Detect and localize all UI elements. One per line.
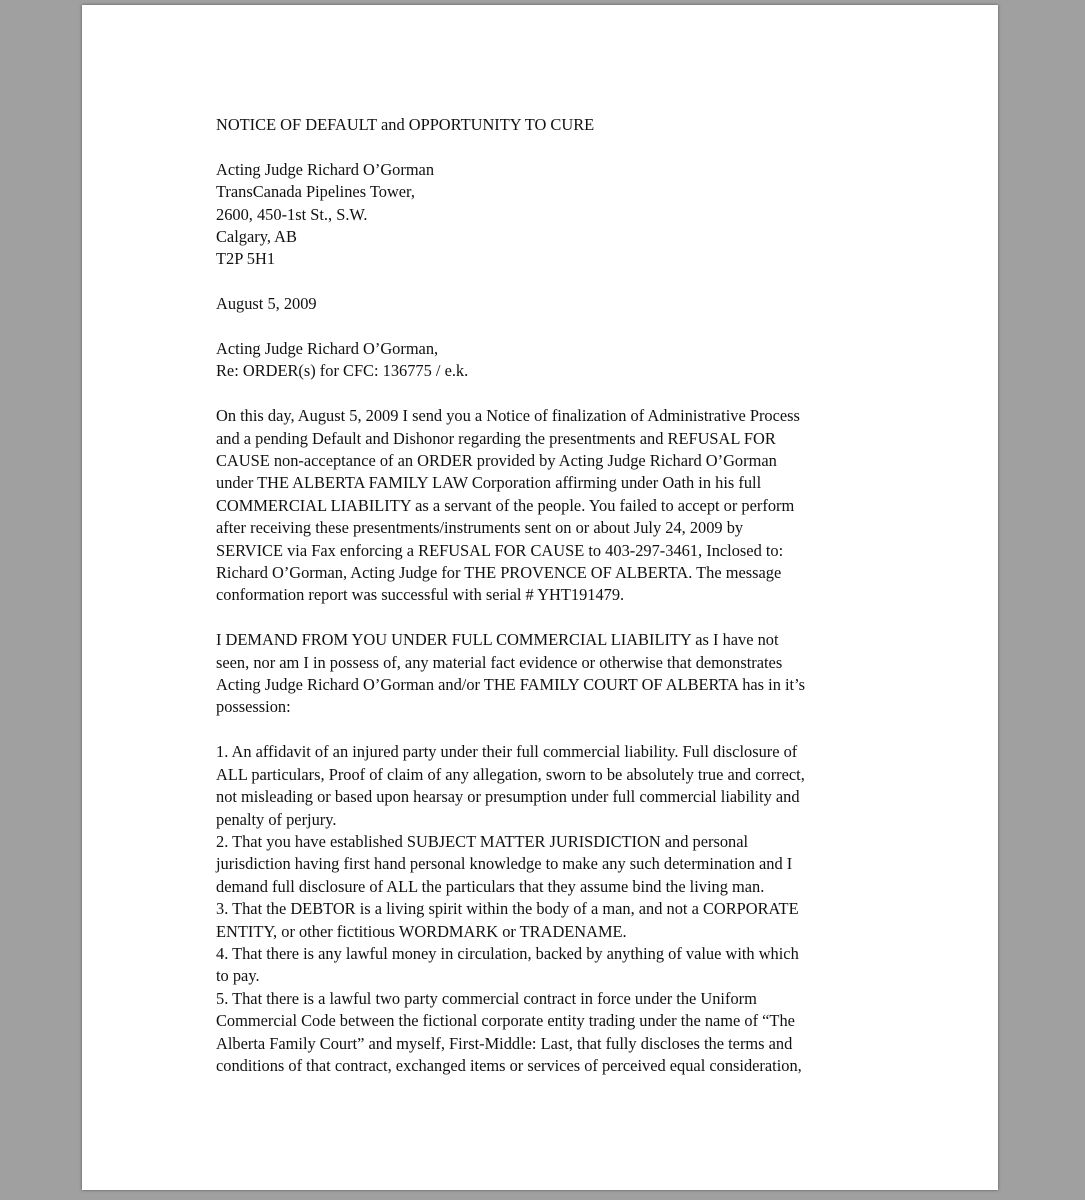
demand-list [216,741,876,1077]
list-item-line: demand full disclosure of ALL the particulars that they assume bind the living man. [216,876,765,896]
document-title-block [216,114,876,136]
list-item-line: ALL particulars, Proof of claim of any allegation, sworn to be absolutely true and correct, [216,764,805,784]
date-block [216,293,876,315]
paragraph-line: under THE ALBERTA FAMILY LAW Corporation affirming under Oath in his full [216,473,762,493]
list-item-line: 2. That you have established SUBJECT MATTER JURISDICTION and personal [216,831,749,851]
list-item-line: jurisdiction having first hand personal knowledge to make any such determination and I [216,854,793,874]
list-item-line: penalty of perjury. [216,809,337,829]
list-item-line: ENTITY, or other fictitious WORDMARK or TRADENAME. [216,921,627,941]
list-item-line: 5. That there is a lawful two party commercial contract in force under the Uniform [216,988,757,1008]
address-line: Acting Judge Richard O’Gorman [216,159,435,179]
address-line: TransCanada Pipelines Tower, [216,182,415,202]
address-line: 2600, 450-1st St., S.W. [216,204,368,224]
paragraph-line: after receiving these presentments/instruments sent on or about July 24, 2009 by [216,518,744,538]
paragraph-demand [216,629,876,719]
list-item-line: Alberta Family Court” and myself, First-Middle: Last, that fully discloses the terms and [216,1033,793,1053]
paragraph-line: CAUSE non-acceptance of an ORDER provided by Acting Judge Richard O’Gorman [216,451,777,471]
document-body [216,114,876,1077]
document-title: NOTICE OF DEFAULT and OPPORTUNITY TO CURE [216,115,595,134]
list-item-line: not misleading or based upon hearsay or presumption under full commercial liability and [216,787,800,807]
paragraph-line: On this day, August 5, 2009 I send you a Notice of finalization of Administrative Process [216,406,800,426]
paragraph-line: I DEMAND FROM YOU UNDER FULL COMMERCIAL LIABILITY as I have not [216,630,779,650]
list-item-line: 4. That there is any lawful money in circulation, backed by anything of value with which [216,943,799,963]
document-page [82,5,998,1190]
paragraph-line: SERVICE via Fax enforcing a REFUSAL FOR CAUSE to 403-297-3461, Inclosed to: [216,540,784,560]
paragraph-line: COMMERCIAL LIABILITY as a servant of the people. You failed to accept or perform [216,495,795,515]
list-item-line: 1. An affidavit of an injured party under their full commercial liability. Full disclosure of [216,742,798,762]
salutation-line: Re: ORDER(s) for CFC: 136775 / e.k. [216,361,469,381]
salutation-line: Acting Judge Richard O’Gorman, [216,339,439,359]
paragraph-line: Richard O’Gorman, Acting Judge for THE PROVENCE OF ALBERTA. The message [216,563,782,583]
list-item-line: Commercial Code between the fictional corporate entity trading under the name of “The [216,1011,795,1031]
paragraph-notice [216,405,876,607]
list-item-line: conditions of that contract, exchanged items or services of perceived equal consideration, [216,1055,802,1075]
letter-date: August 5, 2009 [216,294,317,314]
recipient-address [216,159,876,271]
paragraph-line: possession: [216,697,291,717]
paragraph-line: conformation report was successful with serial # YHT191479. [216,585,625,605]
paragraph-line: Acting Judge Richard O’Gorman and/or THE FAMILY COURT OF ALBERTA has in it’s [216,675,806,695]
list-item-line: 3. That the DEBTOR is a living spirit within the body of a man, and not a CORPORATE [216,899,799,919]
list-item-line: to pay. [216,966,260,986]
paragraph-line: and a pending Default and Dishonor regarding the presentments and REFUSAL FOR [216,428,776,448]
address-line: T2P 5H1 [216,249,276,269]
address-line: Calgary, AB [216,227,297,247]
paragraph-line: seen, nor am I in possess of, any material fact evidence or otherwise that demonstrates [216,652,783,672]
salutation [216,338,876,383]
